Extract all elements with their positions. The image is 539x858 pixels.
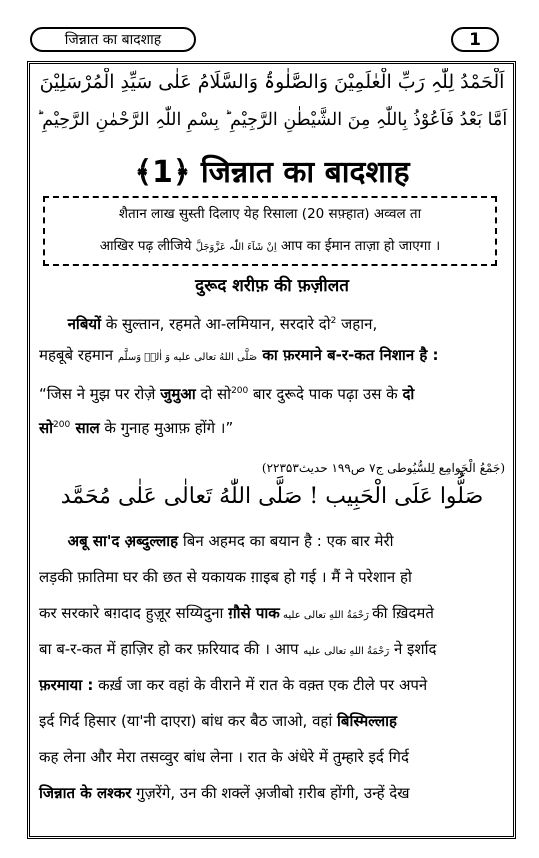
section-heading: दुरूद शरीफ़ की फ़ज़ीलत (195, 276, 349, 296)
bold-text: जिन्नात के लश्कर (39, 784, 132, 802)
text: की ख़िदमते (372, 604, 434, 622)
notice-line-2 (45, 236, 495, 254)
bold-text: फ़रमाया : (39, 676, 94, 694)
text: ने इर्शाद (389, 640, 437, 658)
text: के सुल्तान, रहमते आ-लमियान, सरदारे दो (100, 315, 331, 333)
arabic-honorific: صَلَّى اللهُ تعالى عليه وَ اٰلهٖ وَسلَّم (117, 352, 258, 363)
text: गुज़रेंगे, उन की शक्लें अ़जीबो ग़रीब होंगी, उन्हें देख (131, 784, 410, 802)
superscript: 2 (330, 316, 337, 326)
text: कर सरकारे बग़दाद हुज़ूर सय्यिदुना (39, 604, 229, 622)
arabic-honorific: رَحْمَةُ اللهِ تعالى عليه (279, 610, 373, 621)
para2-line-6 (39, 706, 505, 736)
arabic-honorific: رَحْمَةُ اللهِ تعالى عليه (303, 646, 390, 657)
notice-box (43, 196, 497, 266)
bold-text: सो (39, 419, 54, 437)
bold-text: दो (402, 385, 415, 403)
superscript: 200 (53, 420, 71, 430)
book-title-badge (30, 27, 196, 52)
para2-line-8 (39, 778, 505, 808)
text: कर्ख़ जा कर वहां के वीराने में रात के वक़्त एक टीले पर अपने (93, 676, 428, 694)
superscript: 200 (231, 386, 249, 396)
page-number: 1 (469, 29, 481, 50)
text: महबूबे रहमान (39, 346, 118, 364)
bold-text: अबू सा'द अ़ब्दुल्लाह (67, 532, 179, 550)
notice-line-1: शैतान लाख सुस्ती दिलाए येह रिसाला (20 सफ़्हात) अव्वल ता (118, 206, 422, 222)
para1-line-4 (39, 410, 505, 443)
book-title: जिन्नात का बादशाह (64, 32, 162, 48)
para2-line-3 (39, 598, 505, 631)
para1-line-3 (39, 376, 505, 409)
bold-text: साल (70, 419, 100, 437)
text: इर्द गिर्द हिसार (या'नी दाएरा) बांध कर बैठ जाओ, वहां (39, 712, 338, 730)
text: बा ब-र-कत में हाज़िर हो कर फ़रियाद की । आप (39, 640, 304, 658)
para2-line-5 (39, 670, 505, 700)
para2-line-4 (39, 634, 505, 667)
text: “जिस ने मुझ पर रोज़े (39, 385, 161, 403)
para2-line-2: लड़की फ़ातिमा घर की छत से यकायक ग़ाइब हो गई । मैं ने परेशान हो (39, 568, 412, 586)
bold-text: नबियों (67, 315, 101, 333)
text: बार दुरूदे पाक पढ़ा उस के (248, 385, 403, 403)
bold-text: बिस्मिल्लाह (337, 712, 397, 730)
para2-line-7: कह लेना और मेरा तसव्वुर बांध लेना । रात के अंधेरे में तुम्हारे इर्द गिर्द (39, 748, 409, 766)
notice-arabic: اِنْ شَآءَ اللّٰہ عَزَّوَجَلَّ (195, 242, 277, 253)
salawat-line: صَلُّوا عَلَی الْحَبِیب ! صَلَّی اللّٰهُ تَعالٰی عَلٰی مُحَمَّد (60, 484, 484, 509)
text: दो सो (195, 385, 232, 403)
para1-line-1 (39, 306, 505, 339)
arabic-invocation-line-2: اَمَّا بَعْدُ فَاَعُوْذُ بِاللّٰہِ مِنَ الشَّیْطٰنِ الرَّجِیْمِ ؕ بِسْمِ اللّٰہِ الرَّحْمٰنِ الرَّحِیْمِ ؕ (36, 110, 508, 130)
text: बिन अहमद का बयान है : एक बार मेरी (178, 532, 394, 550)
arabic-invocation-line-1: اَلْحَمْدُ لِلّٰہِ رَبِّ الْعٰلَمِیْنَ وَالصَّلٰوۃُ وَالسَّلَامُ عَلٰی سَیِّدِ الْمُرْسَلِیْنَ (39, 71, 505, 93)
notice-text-a: आखिर पढ़ लीजिये (99, 238, 192, 254)
text: के गुनाह मुआफ़ होंगे ।” (99, 419, 234, 437)
bold-text: का फ़रमाने ब-र-कत निशान है : (257, 346, 439, 364)
bold-text: ग़ौसे पाक (228, 604, 280, 622)
hadith-reference: (جَمْعُ الْجَوامِع لِلسُّیُوطی ج۷ ص۱۹۹ حدیث۲۲۳۵۳) (261, 461, 505, 475)
text: जहान, (336, 315, 378, 333)
para2-line-1 (39, 526, 505, 556)
page-number-badge (451, 27, 499, 52)
chapter-title: ﴾1﴿ जिन्नात का बादशाह (134, 155, 410, 190)
notice-text-b: आप का ईमान ताज़ा हो जाएगा । (280, 238, 441, 254)
para1-line-2 (39, 340, 505, 373)
bold-text: जुमुआ (160, 385, 196, 403)
